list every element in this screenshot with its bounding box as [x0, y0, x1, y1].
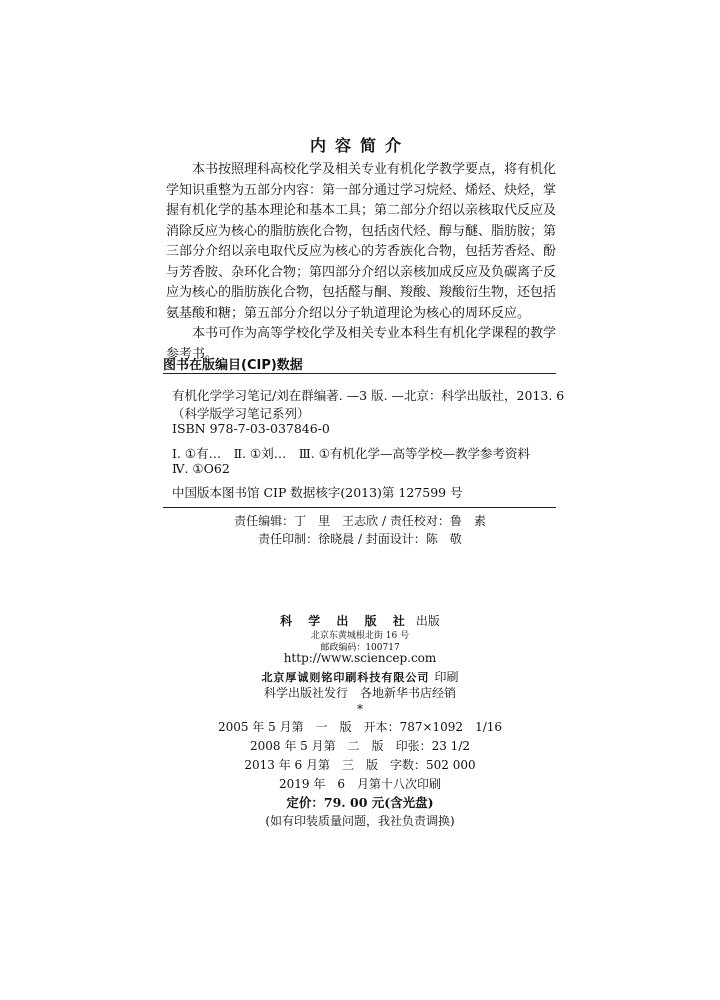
summary-body — [166, 160, 556, 365]
publisher-role: 出版 — [415, 614, 440, 628]
cip-line: （科学版学习笔记系列） — [172, 406, 310, 421]
distribution-line: 科学出版社发行 各地新华书店经销 — [263, 686, 456, 700]
printing-line: 2019 年 6 月第十八次印刷 — [279, 777, 441, 791]
separator-star: * — [357, 702, 363, 716]
cip-isbn: ISBN 978-7-03-037846-0 — [172, 421, 330, 436]
cip-classification: Ⅳ. ①O62 — [172, 461, 230, 476]
summary-paragraph: 本书按照理科高校化学及相关专业有机化学教学要点，将有机化学知识重整为五部分内容：第一部分通过学习烷烃、烯烃、炔烃，掌握有机化学的基本理论和基本工具；第二部分介绍以亲核取代反应及消除反应为核心的脂肪族化合物，包括卤代烃、醇与醚、脂肪胺；第三部分介绍以亲电取代反应为核心的芳香族化合物，包括芳香烃、酚与芳香胺、杂环化合物；第四部分介绍以亲核加成反应及负碳离子反应为核心的脂肪族化合物，包括醛与酮、羧酸、羧酸衍生物，还包括氨基酸和糖；第五部分介绍以分子轨道理论为核心的周环反应。 — [166, 162, 557, 321]
summary-paragraph: 本书可作为高等学校化学及相关专业本科生有机化学课程的教学参考书。 — [166, 326, 557, 362]
edition-line: 2005 年 5 月第 一 版 开本：787×1092 1/16 — [217, 720, 503, 734]
publisher-address: 北京东黄城根北街 16 号 — [310, 631, 410, 641]
cip-classification: Ⅰ. ①有… Ⅱ. ①刘… Ⅲ. ①有机化学—高等学校—教学参考资料 — [172, 446, 530, 461]
quality-notice: (如有印装质量问题，我社负责调换) — [265, 814, 455, 828]
edition-line: 2013 年 6 月第 三 版 字数：502 000 — [244, 758, 476, 772]
printer-name: 北京厚诚则铭印刷科技有限公司 — [261, 671, 430, 684]
printer-role: 印刷 — [434, 670, 459, 684]
price: 定价：79. 00 元(含光盘) — [286, 795, 434, 810]
cip-heading: 图书在版编目(CIP)数据 — [163, 358, 303, 373]
divider — [163, 373, 556, 374]
cip-record: 中国版本图书馆 CIP 数据核字(2013)第 127599 号 — [172, 485, 463, 500]
cip-line: 有机化学学习笔记/刘在群编著. —3 版. —北京：科学出版社，2013. 6 — [172, 388, 565, 403]
publisher-name: 科 学 出 版 社 — [280, 614, 411, 628]
credits-line: 责任编辑：丁 里 王志欣 / 责任校对：鲁 素 — [234, 514, 486, 528]
publisher-url: http://www.sciencep.com — [283, 651, 437, 665]
divider — [163, 507, 556, 508]
publisher-postcode: 邮政编码：100717 — [320, 643, 400, 653]
printer-line — [0, 666, 720, 685]
credits-line: 责任印制：徐晓晨 / 封面设计：陈 敬 — [258, 532, 462, 546]
edition-line: 2008 年 5 月第 二 版 印张：23 1/2 — [249, 739, 470, 753]
summary-title: 内容简介 — [309, 136, 410, 155]
publisher-line — [0, 610, 720, 629]
